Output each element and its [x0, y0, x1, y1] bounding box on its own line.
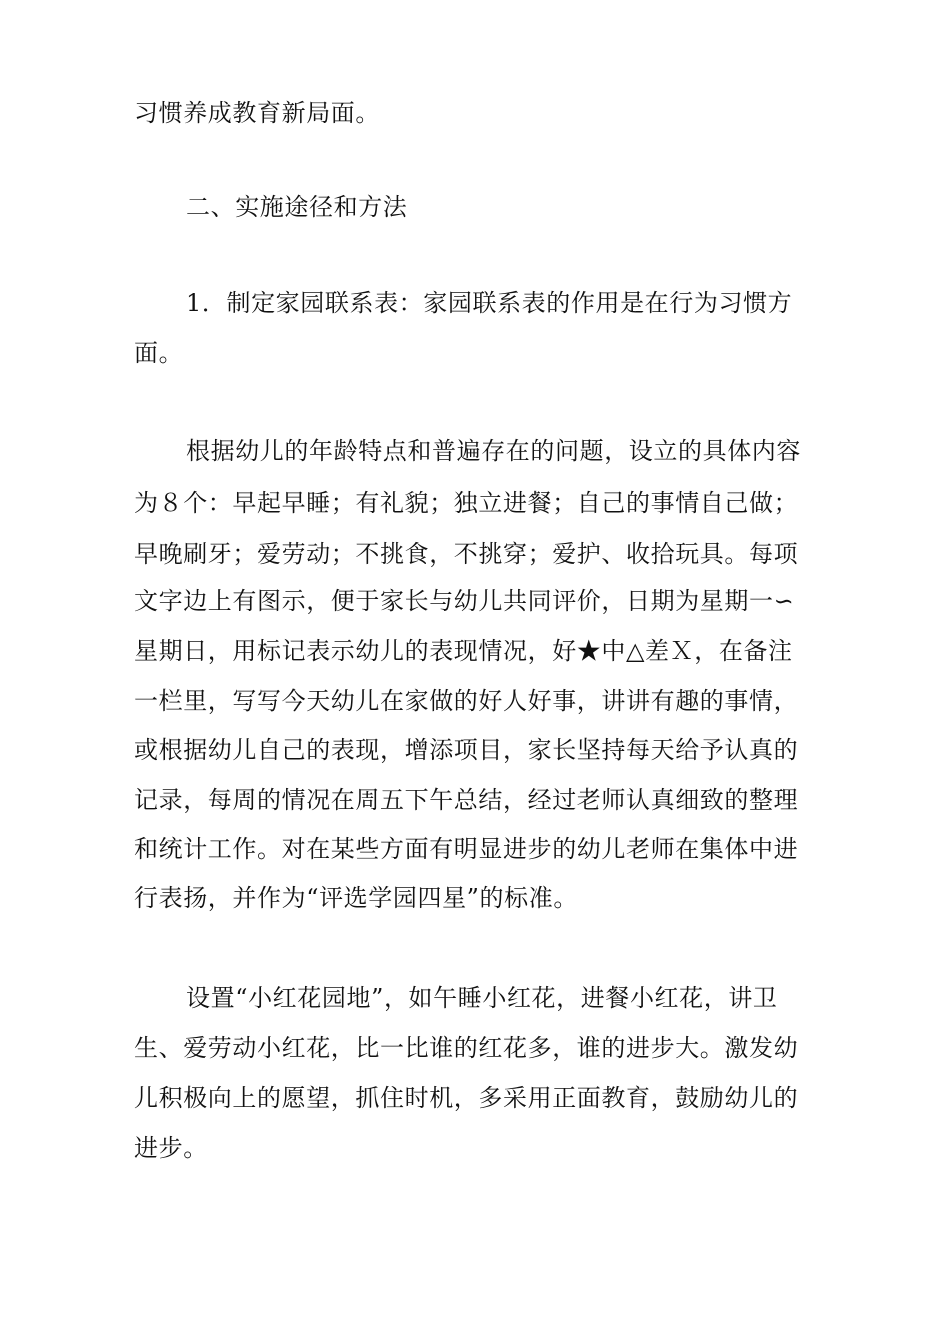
- paragraph-line: 早晚刷牙；爱劳动；不挑食，不挑穿；爱护、收拾玩具。每项: [134, 540, 799, 568]
- paragraph-line: 设置“小红花园地”，如午睡小红花，进餐小红花，讲卫: [186, 984, 778, 1012]
- paragraph-line: 行表扬，并作为“评选学园四星”的标准。: [134, 884, 578, 912]
- paragraph-line: 为８个：早起早睡；有礼貌；独立进餐；自己的事情自己做；: [134, 489, 799, 517]
- paragraph-line: 儿积极向上的愿望，抓住时机，多采用正面教育，鼓励幼儿的: [134, 1084, 799, 1112]
- paragraph-line: 生、爱劳动小红花，比一比谁的红花多，谁的进步大。激发幼: [134, 1034, 799, 1062]
- section-heading: 二、实施途径和方法: [186, 193, 408, 221]
- paragraph-line: 一栏里，写写今天幼儿在家做的好人好事，讲讲有趣的事情，: [134, 687, 799, 715]
- paragraph-line: 文字边上有图示，便于家长与幼儿共同评价，日期为星期一∽: [134, 587, 795, 615]
- paragraph-line: 面。: [134, 339, 184, 367]
- paragraph-line: 记录，每周的情况在周五下午总结，经过老师认真细致的整理: [134, 786, 799, 814]
- paragraph-line: 进步。: [134, 1134, 208, 1162]
- paragraph-line: 和统计工作。对在某些方面有明显进步的幼儿老师在集体中进: [134, 835, 799, 863]
- paragraph-line: 星期日，用标记表示幼儿的表现情况，好★中△差Ｘ，在备注: [134, 637, 793, 665]
- paragraph-line: 习惯养成教育新局面。: [134, 99, 380, 127]
- paragraph-line: 或根据幼儿自己的表现，增添项目，家长坚持每天给予认真的: [134, 736, 799, 764]
- paragraph-line: 1．制定家园联系表：家园联系表的作用是在行为习惯方: [186, 289, 793, 317]
- paragraph-line: 根据幼儿的年龄特点和普遍存在的问题，设立的具体内容: [186, 437, 801, 465]
